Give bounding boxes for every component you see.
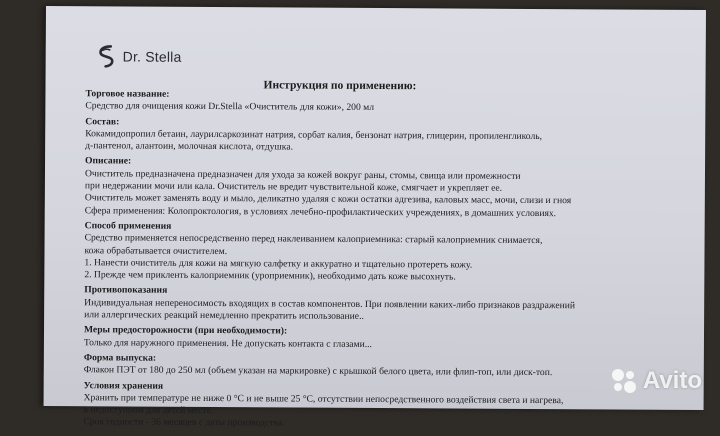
section-line: Кокамидопропил бетаин, лаурилсаркозинат натрия, сорбат калия, бензонат натрия, глицерин, пропиленгликоль,: [85, 128, 543, 142]
section-heading: Состав:: [85, 115, 120, 128]
section-line: Очиститель предназначена предназначен для ухода за кожей вокруг раны, стомы, свища или промежности: [84, 168, 521, 182]
brand-logo: [96, 44, 182, 69]
section-heading: Описание:: [85, 155, 132, 168]
section-contraindications: [84, 285, 674, 325]
section-heading: Меры предосторожности (при необходимости):: [83, 324, 288, 337]
section-line: 1. Нанести очиститель для кожи на мягкую салфетку и аккуратно и тщательно протереть кожу.: [84, 257, 473, 271]
section-description: [85, 156, 675, 221]
section-storage: [83, 380, 673, 433]
section-heading: Торговое название:: [85, 88, 170, 100]
section-line: или аллергических реакций немедленно прекратить использование..: [84, 309, 364, 322]
section-line: Средство применяется непосредственно перед наклеиванием калоприемника: старый калоприемник снимается,: [84, 232, 543, 247]
avito-dots-icon: [609, 366, 639, 396]
document-title: Инструкция по применению:: [263, 79, 417, 93]
section-release-form: [84, 352, 674, 380]
section-line: кожа обрабатывается очистителем.: [84, 244, 228, 257]
section-line: Сфера применения: Колопроктология, в условиях лечебно-профилактических учреждениях, в домашних условиях.: [84, 204, 557, 219]
section-line: Только для наружного применения. Не допускать контакта с глазами...: [83, 336, 372, 350]
section-line: 2. Прежде чем прикленть калоприемник (уроприемник), необходимо дать коже высохнуть.: [84, 269, 456, 283]
section-heading: Форма выпуска:: [83, 352, 157, 364]
section-heading: Противопоказания: [84, 284, 168, 297]
dr-stella-s-logo-icon: [96, 44, 118, 68]
avito-watermark-text: Avito: [642, 367, 702, 394]
section-line: д-пантенол, алантоин, молочная кислота, отдушка.: [85, 140, 294, 153]
section-heading: Способ применения: [84, 220, 172, 232]
avito-watermark: [609, 366, 702, 396]
section-line: Индивидуальная непереносимость входящих в состав компонентов. При появлении каких-либо признаков раздражений: [84, 296, 576, 311]
instruction-sheet: [44, 6, 706, 429]
section-trade-name: [85, 88, 675, 116]
section-line: при недержании мочи или кала. Очиститель не вредит чувствительной коже, смягчает и укрепляет ее.: [84, 180, 503, 194]
instruction-body: [83, 88, 675, 435]
brand-name: Dr. Stella: [122, 48, 182, 65]
section-composition: [85, 116, 675, 156]
section-line: Флакон ПЭТ от 180 до 250 мл (объем указан на маркировке) с крышкой белого цвета, или флип-топ, или диск-топ.: [83, 364, 553, 379]
section-line: Средство для очищения кожи Dr.Stella «Очиститель для кожи», 200 мл: [85, 100, 375, 114]
section-line: Очиститель может заменять воду и мыло, деликатно удаляя с кожи остатки адгезива, каловых масс, мочи, слизи и гноя: [84, 192, 572, 207]
section-heading: Условия хранения: [83, 379, 164, 392]
section-method: [84, 220, 674, 285]
section-line: Срок годности - 36 месяцев с даты производства.: [83, 416, 285, 429]
section-precautions: [84, 325, 674, 353]
section-line: в недоступном для детей месте.: [83, 404, 214, 417]
section-line: Хранить при температуре не ниже 0 °С и не выше 25 °С, отсутствии непосредственного воздействия света и нагрева,: [83, 392, 564, 406]
